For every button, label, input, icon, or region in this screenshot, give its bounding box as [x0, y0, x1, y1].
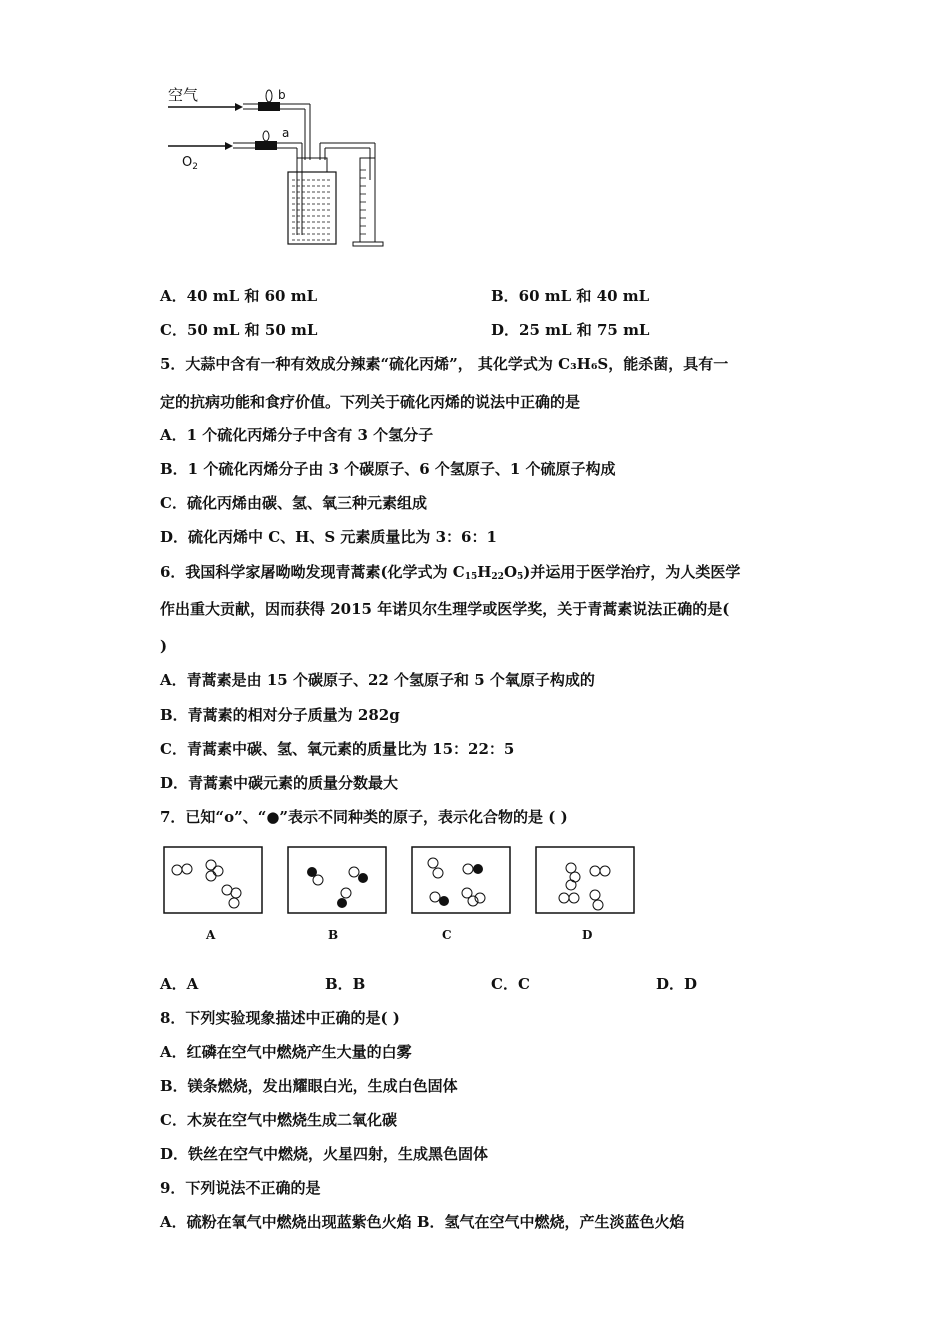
- q4-option-d: D．25 mL 和 75 mL: [491, 321, 650, 339]
- q6-option-c: C．青蒿素中碳、氢、氧元素的质量比为 15：22：5: [160, 740, 515, 758]
- q6-stem-line-1: 6．我国科学家屠呦呦发现青蒿素(化学式为 $C_{15}H_{22}O_5$)并运用于医学治疗，为人类医学: [160, 563, 741, 582]
- q6-stem-line-3: ): [160, 637, 168, 655]
- o2-label: $O_2$: [182, 155, 198, 172]
- clamp-a-label: a: [282, 126, 290, 140]
- molecule-box-c: [412, 847, 510, 913]
- box-label-b: B: [328, 928, 339, 942]
- box-label-c: C: [442, 928, 452, 942]
- q8-option-a: A．红磷在空气中燃烧产生大量的白雾: [160, 1043, 412, 1061]
- q8-option-c: C．木炭在空气中燃烧生成二氧化碳: [160, 1111, 397, 1129]
- q6-option-d: D．青蒿素中碳元素的质量分数最大: [160, 774, 399, 792]
- q7-option-d: D．D: [656, 975, 698, 993]
- q5-option-d: D．硫化丙烯中 C、H、S 元素质量比为 3：6：1: [160, 528, 497, 546]
- q7-option-c: C．C: [491, 975, 530, 993]
- molecule-box-d: [536, 847, 634, 913]
- q5-option-a: A．1 个硫化丙烯分子中含有 3 个氢分子: [160, 426, 434, 444]
- q5-stem-line-1: 5．大蒜中含有一种有效成分辣素“硫化丙烯”， 其化学式为 C₃H₆S，能杀菌，具有一: [160, 355, 729, 373]
- clamp-b-label: b: [278, 88, 286, 102]
- q9-options-a-b: A．硫粉在氧气中燃烧出现蓝紫色火焰 B．氢气在空气中燃烧，产生淡蓝色火焰: [160, 1213, 685, 1231]
- q8-option-d: D．铁丝在空气中燃烧，火星四射，生成黑色固体: [160, 1145, 489, 1163]
- box-label-d: D: [582, 928, 593, 942]
- q6-option-a: A．青蒿素是由 15 个碳原子、22 个氢原子和 5 个氧原子构成的: [160, 671, 595, 689]
- q7-stem: 7．已知“o”、“●”表示不同种类的原子，表示化合物的是 ( ): [160, 808, 568, 826]
- q5-stem-line-2: 定的抗病功能和食疗价值。下列关于硫化丙烯的说法中正确的是: [160, 393, 581, 411]
- apparatus-diagram: [160, 80, 390, 250]
- q5-option-c: C．硫化丙烯由碳、氢、氧三种元素组成: [160, 494, 427, 512]
- q4-option-c: C．50 mL 和 50 mL: [160, 321, 318, 339]
- q9-stem: 9．下列说法不正确的是: [160, 1179, 321, 1197]
- air-label: 空气: [168, 86, 199, 104]
- q7-option-b: B．B: [325, 975, 366, 993]
- q5-option-b: B．1 个硫化丙烯分子由 3 个碳原子、6 个氢原子、1 个硫原子构成: [160, 460, 616, 478]
- molecule-box-a: [164, 847, 262, 913]
- q6-option-b: B．青蒿素的相对分子质量为 282g: [160, 706, 400, 724]
- box-label-a: A: [206, 928, 216, 942]
- q6-stem-line-2: 作出重大贡献，因而获得 2015 年诺贝尔生理学或医学奖，关于青蒿素说法正确的是(: [160, 600, 730, 618]
- q4-option-b: B．60 mL 和 40 mL: [491, 287, 650, 305]
- q8-option-b: B．镁条燃烧，发出耀眼白光，生成白色固体: [160, 1077, 458, 1095]
- q7-option-a: A．A: [160, 975, 199, 993]
- q8-stem: 8．下列实验现象描述中正确的是( ): [160, 1009, 400, 1027]
- q4-option-a: A．40 mL 和 60 mL: [160, 287, 318, 305]
- molecule-box-b: [288, 847, 386, 913]
- molecule-diagram: [160, 843, 640, 943]
